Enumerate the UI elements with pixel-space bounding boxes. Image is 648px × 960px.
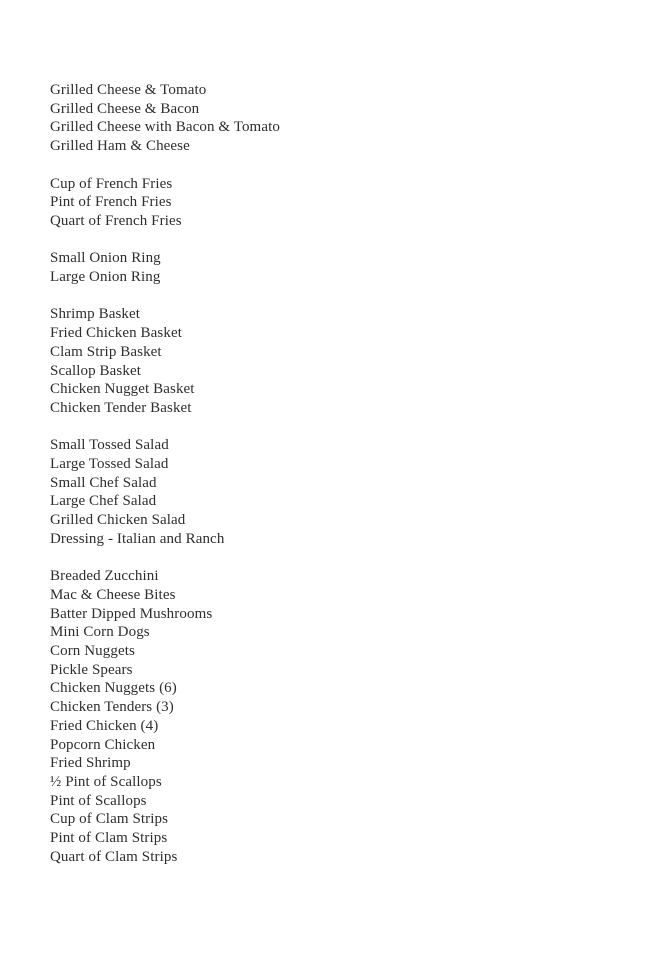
menu-item: Chicken Tenders (3) <box>50 699 174 716</box>
menu-item: Grilled Cheese & Bacon <box>50 100 200 117</box>
menu-item: Chicken Nuggets (6) <box>50 680 177 697</box>
menu-section-onion-rings <box>50 249 280 286</box>
menu-item: Corn Nuggets <box>50 643 135 660</box>
menu-item: Clam Strip Basket <box>50 343 162 360</box>
menu-item: Shrimp Basket <box>50 306 141 323</box>
menu-section-grilled-sandwiches <box>50 81 280 156</box>
menu-item: Breaded Zucchini <box>50 568 159 585</box>
menu-item: Cup of Clam Strips <box>50 811 169 828</box>
menu-item: Chicken Tender Basket <box>50 399 192 416</box>
menu-item: Pint of French Fries <box>50 194 172 211</box>
menu-item: Fried Chicken (4) <box>50 717 159 734</box>
menu-section-baskets <box>50 305 280 417</box>
menu-item: Quart of French Fries <box>50 212 182 229</box>
menu-item: Pickle Spears <box>50 661 133 678</box>
menu-item: Cup of French Fries <box>50 175 173 192</box>
menu-item: Fried Shrimp <box>50 755 131 772</box>
menu-item: Quart of Clam Strips <box>50 848 178 865</box>
menu-item: Fried Chicken Basket <box>50 325 182 342</box>
menu-section-sides-and-appetizers <box>50 567 280 866</box>
menu-item: Grilled Chicken Salad <box>50 512 186 529</box>
menu-item: Dressing - Italian and Ranch <box>50 530 225 547</box>
menu-section-french-fries <box>50 175 280 231</box>
menu-item: Scallop Basket <box>50 362 141 379</box>
menu-item: Small Tossed Salad <box>50 437 169 454</box>
menu-item: Pint of Clam Strips <box>50 830 168 847</box>
menu-item: Grilled Ham & Cheese <box>50 138 190 155</box>
menu-item: Small Onion Ring <box>50 250 161 267</box>
menu-item: Batter Dipped Mushrooms <box>50 605 213 622</box>
menu-item: Grilled Cheese with Bacon & Tomato <box>50 119 280 136</box>
menu-item: Large Tossed Salad <box>50 456 169 472</box>
menu-item: Pint of Scallops <box>50 792 147 809</box>
menu <box>50 81 280 885</box>
menu-section-salads <box>50 436 280 548</box>
menu-item: Mac & Cheese Bites <box>50 586 176 603</box>
menu-item: ½ Pint of Scallops <box>50 773 162 790</box>
menu-item: Large Chef Salad <box>50 493 157 510</box>
menu-item: Small Chef Salad <box>50 474 157 491</box>
menu-item: Mini Corn Dogs <box>50 624 150 641</box>
menu-item: Chicken Nugget Basket <box>50 381 195 398</box>
menu-item: Popcorn Chicken <box>50 736 156 753</box>
menu-item: Large Onion Ring <box>50 269 161 285</box>
menu-item: Grilled Cheese & Tomato <box>50 82 207 98</box>
